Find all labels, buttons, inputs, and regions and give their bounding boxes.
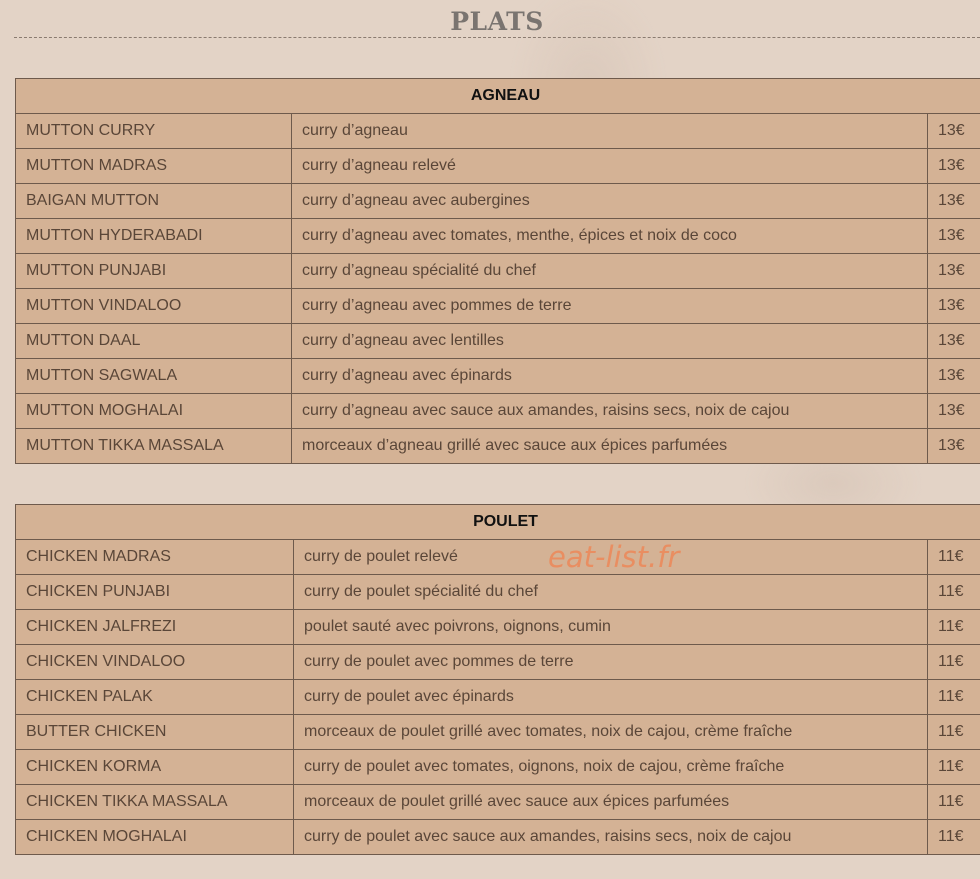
menu-item-row — [16, 750, 980, 785]
dish-description: curry de poulet avec épinards — [294, 680, 928, 715]
dish-price: 11€ — [928, 820, 980, 855]
menu-item-row — [16, 254, 980, 289]
dish-name: CHICKEN KORMA — [16, 750, 294, 785]
dish-description: morceaux de poulet grillé avec sauce aux épices parfumées — [294, 785, 928, 820]
dish-description: curry d’agneau avec épinards — [292, 359, 928, 394]
menu-table-poulet — [15, 504, 980, 855]
dish-price: 11€ — [928, 680, 980, 715]
dish-price: 13€ — [928, 254, 980, 289]
menu-item-row — [16, 610, 980, 645]
dish-description: curry de poulet relevé — [294, 540, 928, 575]
dish-description: curry d’agneau — [292, 114, 928, 149]
menu-item-row — [16, 680, 980, 715]
page-title: PLATS — [14, 6, 980, 38]
menu-item-row — [16, 820, 980, 855]
dish-price: 13€ — [928, 289, 980, 324]
dish-name: MUTTON VINDALOO — [16, 289, 292, 324]
section-heading: AGNEAU — [16, 79, 980, 114]
menu-item-row — [16, 429, 980, 464]
menu-item-row — [16, 324, 980, 359]
dish-price: 13€ — [928, 184, 980, 219]
dish-name: MUTTON MOGHALAI — [16, 394, 292, 429]
menu-table-agneau — [15, 78, 980, 464]
dish-name: BAIGAN MUTTON — [16, 184, 292, 219]
dish-price: 11€ — [928, 610, 980, 645]
dish-description: curry d’agneau avec sauce aux amandes, raisins secs, noix de cajou — [292, 394, 928, 429]
dish-price: 13€ — [928, 359, 980, 394]
dish-name: MUTTON TIKKA MASSALA — [16, 429, 292, 464]
menu-item-row — [16, 149, 980, 184]
dish-name: CHICKEN TIKKA MASSALA — [16, 785, 294, 820]
menu-item-row — [16, 184, 980, 219]
dish-description: curry de poulet avec sauce aux amandes, raisins secs, noix de cajou — [294, 820, 928, 855]
menu-item-row — [16, 219, 980, 254]
dish-price: 13€ — [928, 394, 980, 429]
menu-items-agneau — [16, 114, 980, 464]
menu-items-poulet — [16, 540, 980, 855]
dish-description: curry de poulet spécialité du chef — [294, 575, 928, 610]
dish-description: curry d’agneau avec pommes de terre — [292, 289, 928, 324]
dish-name: MUTTON CURRY — [16, 114, 292, 149]
watermark: eat-list.fr — [548, 540, 680, 574]
dish-description: curry d’agneau avec lentilles — [292, 324, 928, 359]
menu-item-row — [16, 289, 980, 324]
dish-description: curry de poulet avec pommes de terre — [294, 645, 928, 680]
dish-name: CHICKEN MADRAS — [16, 540, 294, 575]
dish-description: curry de poulet avec tomates, oignons, noix de cajou, crème fraîche — [294, 750, 928, 785]
dish-price: 11€ — [928, 575, 980, 610]
menu-item-row — [16, 645, 980, 680]
dish-price: 13€ — [928, 324, 980, 359]
menu-item-row — [16, 114, 980, 149]
dish-name: CHICKEN VINDALOO — [16, 645, 294, 680]
dish-name: MUTTON MADRAS — [16, 149, 292, 184]
menu-item-row — [16, 785, 980, 820]
section-header-row — [16, 505, 980, 540]
section-header-row — [16, 79, 980, 114]
dish-name: MUTTON HYDERABADI — [16, 219, 292, 254]
menu-item-row — [16, 540, 980, 575]
menu-item-row — [16, 359, 980, 394]
dish-description: morceaux de poulet grillé avec tomates, noix de cajou, crème fraîche — [294, 715, 928, 750]
dish-name: CHICKEN JALFREZI — [16, 610, 294, 645]
menu-item-row — [16, 575, 980, 610]
dish-price: 13€ — [928, 149, 980, 184]
dish-description: curry d’agneau avec tomates, menthe, épices et noix de coco — [292, 219, 928, 254]
dish-name: MUTTON SAGWALA — [16, 359, 292, 394]
dish-name: CHICKEN MOGHALAI — [16, 820, 294, 855]
menu-item-row — [16, 394, 980, 429]
dish-description: curry d’agneau spécialité du chef — [292, 254, 928, 289]
dish-price: 13€ — [928, 429, 980, 464]
dish-price: 11€ — [928, 645, 980, 680]
dish-description: curry d’agneau avec aubergines — [292, 184, 928, 219]
dish-price: 11€ — [928, 715, 980, 750]
menu-item-row — [16, 715, 980, 750]
dish-description: morceaux d’agneau grillé avec sauce aux épices parfumées — [292, 429, 928, 464]
dish-name: CHICKEN PUNJABI — [16, 575, 294, 610]
dish-price: 13€ — [928, 114, 980, 149]
dish-price: 11€ — [928, 785, 980, 820]
dish-description: poulet sauté avec poivrons, oignons, cumin — [294, 610, 928, 645]
dish-name: CHICKEN PALAK — [16, 680, 294, 715]
dish-name: MUTTON PUNJABI — [16, 254, 292, 289]
dish-name: MUTTON DAAL — [16, 324, 292, 359]
dish-price: 13€ — [928, 219, 980, 254]
dish-name: BUTTER CHICKEN — [16, 715, 294, 750]
dish-description: curry d’agneau relevé — [292, 149, 928, 184]
dish-price: 11€ — [928, 750, 980, 785]
dish-price: 11€ — [928, 540, 980, 575]
section-heading: POULET — [16, 505, 980, 540]
